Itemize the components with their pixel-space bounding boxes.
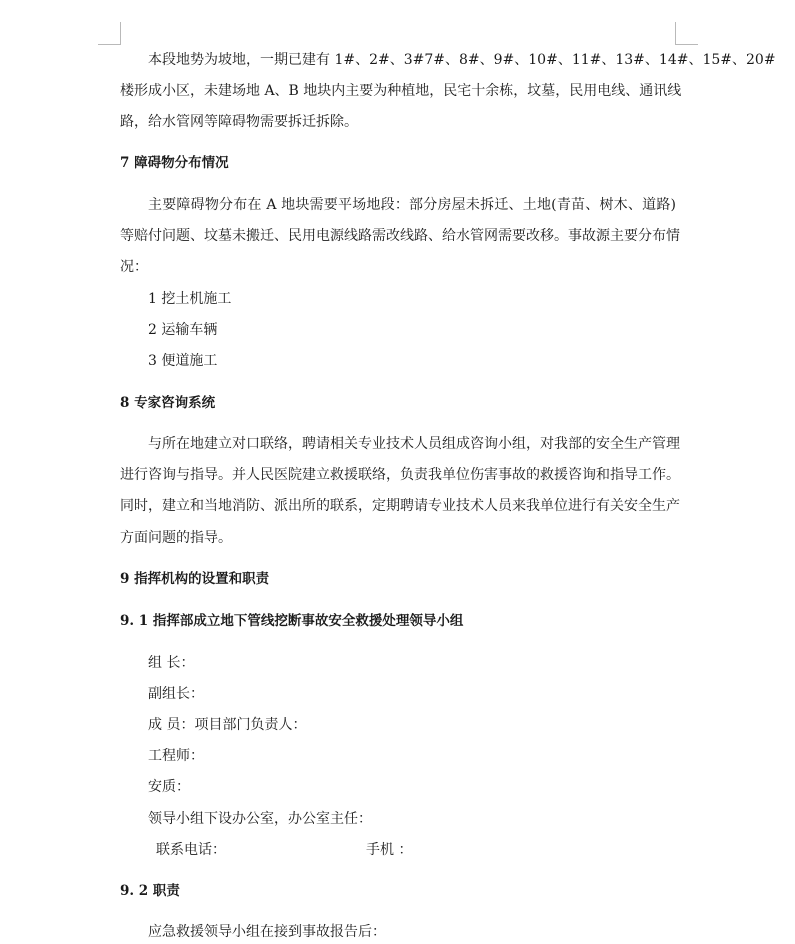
paragraph-consulting-line-3: 同时，建立和当地消防、派出所的联系，定期聘请专业技术人员来我单位进行有关安全生产 xyxy=(120,498,680,514)
paragraph-terrain-line-2: 楼形成小区，未建场地 A、B 地块内主要为种植地，民宅十余栋，坟墓，民用电线、通讯线 xyxy=(120,83,682,99)
role-deputy: 副组长： xyxy=(148,686,204,702)
paragraph-consulting-line-2: 进行咨询与指导。并人民医院建立救援联络，负责我单位伤害事故的救援咨询和指导工作。 xyxy=(120,467,680,483)
contact-phone-label: 联系电话： xyxy=(156,842,226,858)
paragraph-consulting-line-1: 与所在地建立对口联络，聘请相关专业技术人员组成咨询小组，对我部的安全生产管理 xyxy=(148,436,680,452)
crop-mark-top-left-vertical xyxy=(120,22,121,44)
paragraph-duties-line-1: 应急救援领导小组在接到事故报告后： xyxy=(148,924,386,940)
heading-section-7: 7 障碍物分布情况 xyxy=(120,155,229,171)
list-item: 2 运输车辆 xyxy=(148,322,218,338)
crop-mark-top-right-horizontal xyxy=(675,44,698,45)
heading-section-8: 8 专家咨询系统 xyxy=(120,395,216,411)
heading-section-9-2: 9. 2 职责 xyxy=(120,883,180,899)
heading-section-9-1: 9. 1 指挥部成立地下管线挖断事故安全救援处理领导小组 xyxy=(120,613,464,629)
role-safety: 安质： xyxy=(148,779,190,795)
crop-mark-top-right-vertical xyxy=(675,22,676,44)
paragraph-obstacles-line-2: 等赔付问题、坟墓未搬迁、民用电源线路需改线路、给水管网需要改移。事故源主要分布情 xyxy=(120,228,680,244)
role-engineer: 工程师： xyxy=(148,748,204,764)
contact-mobile-label: 手机 ： xyxy=(366,842,413,858)
role-members: 成 员：项目部门负责人： xyxy=(148,717,307,733)
contact-row xyxy=(156,838,556,862)
paragraph-terrain-line-1: 本段地势为坡地，一期已建有 1#、2#、3#7#、8#、9#、10#、11#、13#、14#、15#、20# xyxy=(148,52,776,68)
role-office: 领导小组下设办公室，办公室主任： xyxy=(148,811,372,827)
paragraph-terrain-line-3: 路，给水管网等障碍物需要拆迁拆除。 xyxy=(120,114,358,130)
list-item: 3 便道施工 xyxy=(148,353,218,369)
paragraph-consulting-line-4: 方面问题的指导。 xyxy=(120,530,232,546)
list-item: 1 挖土机施工 xyxy=(148,291,232,307)
crop-mark-top-left-horizontal xyxy=(98,44,121,45)
paragraph-obstacles-line-1: 主要障碍物分布在 A 地块需要平场地段：部分房屋未拆迁、土地(青苗、树木、道路) xyxy=(148,197,676,213)
heading-section-9: 9 指挥机构的设置和职责 xyxy=(120,571,270,587)
paragraph-obstacles-line-3: 况： xyxy=(120,259,148,275)
role-leader: 组 长： xyxy=(148,655,195,671)
